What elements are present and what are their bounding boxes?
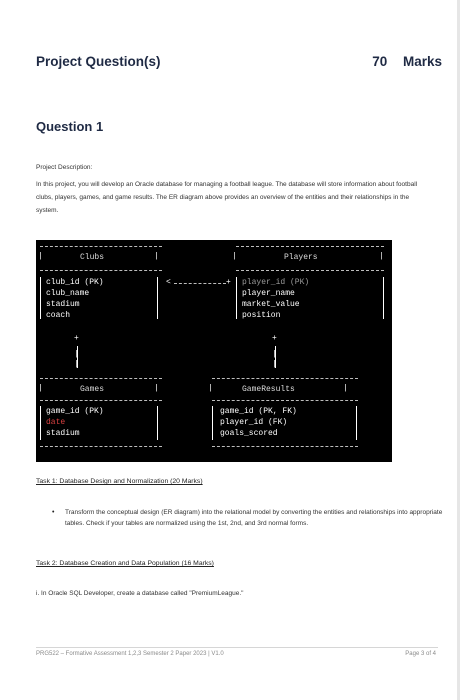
description-text: In this project, you will develop an Oracle database for managing a football league. The database will store information about football clubs, players, games, and game results. The ER diagram above provides an overview of the entities and their relationships in the system. — [36, 181, 418, 214]
task1-bullet-text: Transform the conceptual design (ER diagram) into the relational model by converting the entities and relationships into appropriate tables. Check if your tables are normalized using the 1st, 2nd, and 3rd normal forms. — [65, 509, 443, 527]
connector-mark: | — [74, 350, 79, 359]
connector-mark: + — [272, 334, 277, 343]
players-field: position — [242, 311, 281, 320]
connector-mark: | — [272, 350, 277, 359]
description-label: Project Description: — [36, 164, 93, 171]
er-bar: | — [154, 252, 159, 261]
er-bar: | — [208, 384, 213, 393]
clubs-field: club_name — [46, 289, 90, 298]
gameresults-field: goals_scored — [220, 429, 278, 438]
marks-label: 70 Marks — [372, 54, 442, 69]
task2-heading: Task 2: Database Creation and Data Population (16 Marks) — [36, 560, 214, 567]
er-diagram — [36, 240, 392, 462]
connector-mark: + — [74, 334, 79, 343]
gameresults-field: game_id (PK, FK) — [220, 407, 297, 416]
relationship-arrow-head: + — [226, 278, 231, 287]
games-entity-title: Games — [80, 385, 105, 394]
clubs-field: stadium — [46, 300, 80, 309]
er-bar: | — [232, 252, 237, 261]
footer-text: PRG522 – Formative Assessment 1,2,3 Semester 2 Paper 2023 | V1.0 — [36, 651, 224, 657]
task1-heading: Task 1: Database Design and Normalization (20 Marks) — [36, 478, 203, 485]
er-bar: | — [38, 252, 43, 261]
games-field: stadium — [46, 429, 80, 438]
gameresults-entity-title: GameResults — [242, 385, 295, 394]
clubs-entity-title: Clubs — [80, 253, 105, 262]
connector-mark: | — [74, 360, 79, 369]
relationship-arrow: < — [166, 278, 171, 287]
gameresults-field: player_id (FK) — [220, 418, 288, 427]
games-field: game_id (PK) — [46, 407, 104, 416]
players-field: player_id (PK) — [242, 278, 310, 287]
er-bar: | — [154, 384, 159, 393]
connector-mark: | — [272, 360, 277, 369]
question-heading: Question 1 — [36, 119, 104, 134]
players-field: market_value — [242, 300, 300, 309]
footer-rule — [36, 647, 438, 648]
clubs-field: club_id (PK) — [46, 278, 104, 287]
players-entity-title: Players — [284, 253, 318, 262]
page-title: Project Question(s) — [36, 54, 161, 69]
er-bar: | — [379, 252, 384, 261]
er-bar: | — [343, 384, 348, 393]
bullet-dot: • — [52, 509, 55, 516]
games-field: date — [46, 418, 66, 427]
task2-step: i. In Oracle SQL Developer, create a database called "PremiumLeague." — [36, 590, 244, 597]
clubs-field: coach — [46, 311, 71, 320]
page-number: Page 3 of 4 — [405, 651, 436, 657]
er-bar: | — [38, 384, 43, 393]
players-field: player_name — [242, 289, 295, 298]
